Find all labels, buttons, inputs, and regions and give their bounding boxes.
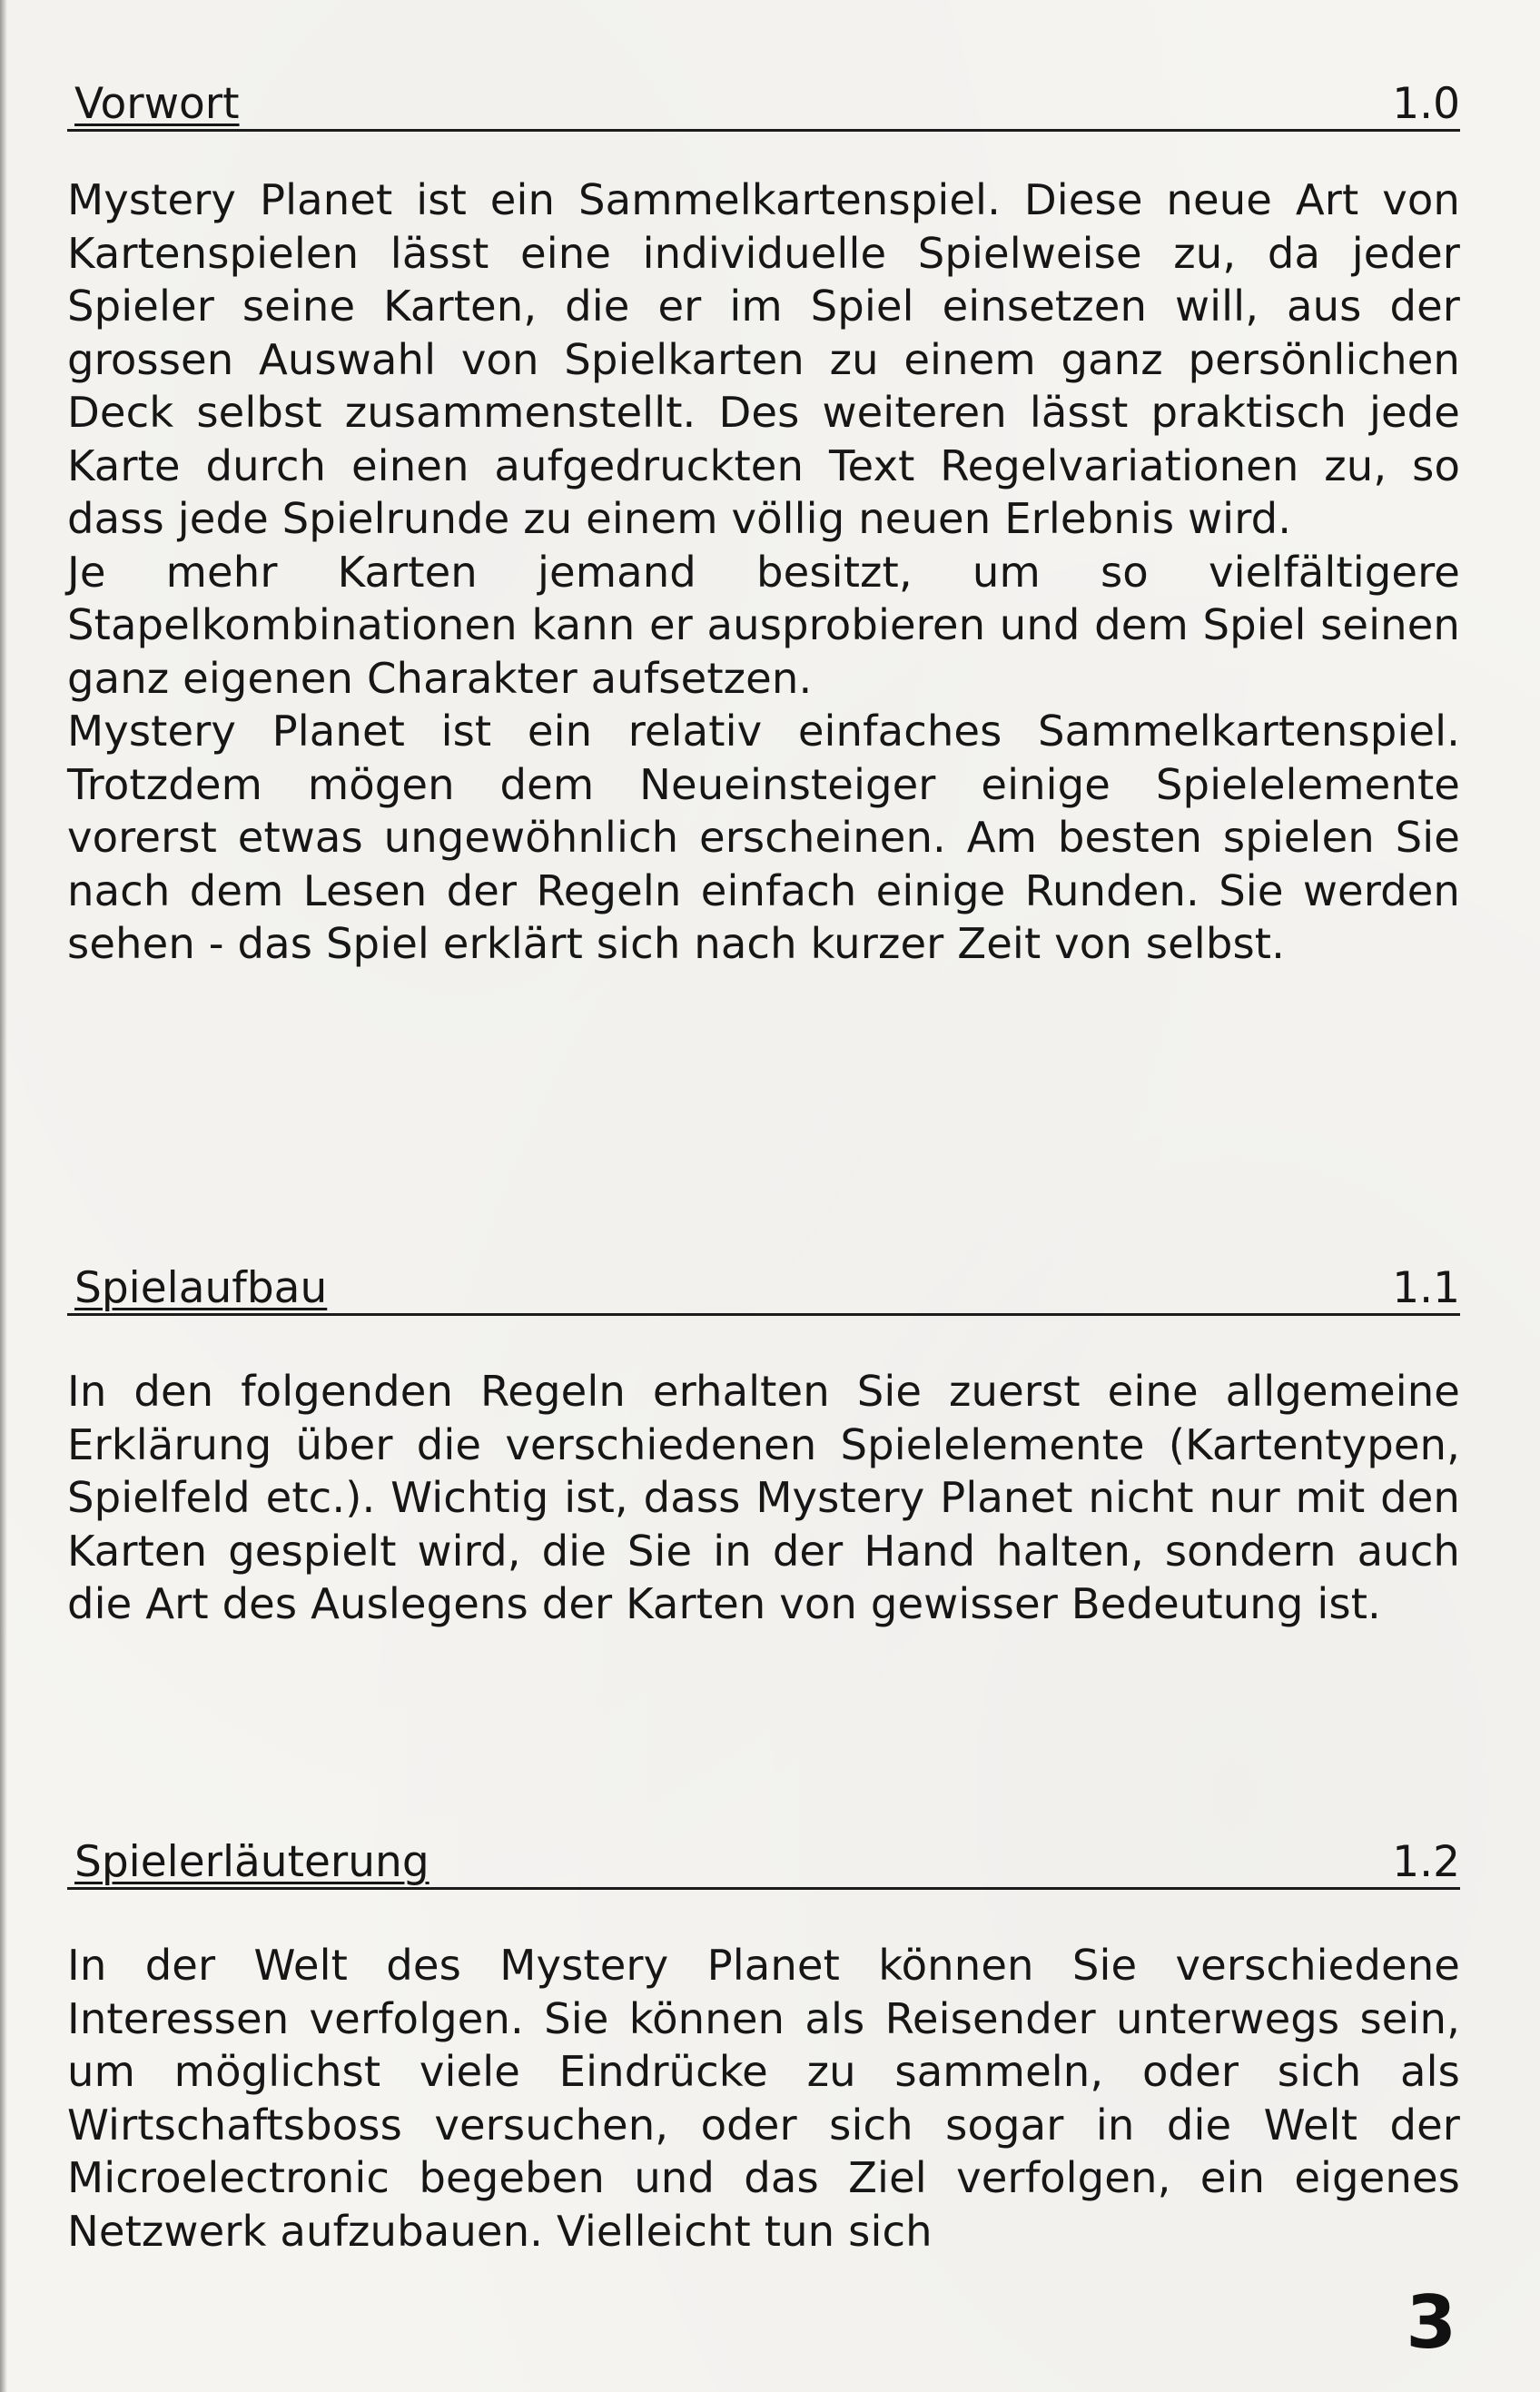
section-heading	[67, 1814, 1460, 1890]
section-number: 1.1	[1392, 1263, 1460, 1313]
paragraph: In der Welt des Mystery Planet können Sie verschiedene Interessen verfolgen. Sie können als Reisender unterwegs sein, um möglichst viele Eindrücke zu sammeln, oder sich als Wirtschaftsboss versuchen, oder sich sogar in die Welt der Microelectronic begeben und das Ziel verfolgen, ein eigenes Netzwerk aufzubauen. Vielleicht tun sich	[67, 1941, 1460, 2256]
section-heading	[67, 56, 1460, 132]
section-vorwort	[67, 56, 1460, 971]
section-number: 1.0	[1392, 79, 1460, 129]
paragraph: Mystery Planet ist ein relativ einfaches Sammelkartenspiel. Trotzdem mögen dem Neueinsteiger einige Spielelemente vorerst etwas ungewöhnlich erscheinen. Am besten spielen Sie nach dem Lesen der Regeln einfach einige Runden. Sie werden sehen - das Spiel erklärt sich nach kurzer Zeit von selbst.	[67, 707, 1460, 968]
section-heading	[67, 1240, 1460, 1316]
paragraph: In den folgenden Regeln erhalten Sie zuerst eine allgemeine Erklärung über die verschiedenen Spielelemente (Kartentypen, Spielfeld etc.). Wichtig ist, dass Mystery Planet nicht nur mit den Karten gespielt wird, die Sie in der Hand halten, sondern auch die Art des Auslegens der Karten von gewisser Bedeutung ist.	[67, 1367, 1460, 1628]
section-title: Vorwort	[74, 79, 240, 129]
section-body	[67, 173, 1460, 971]
paragraph: Je mehr Karten jemand besitzt, um so vielfältigere Stapelkombinationen kann er ausprobieren und dem Spiel seinen ganz eigenen Charakter aufsetzen.	[67, 547, 1460, 703]
section-spielerlaeuterung	[67, 1814, 1460, 2258]
section-title: Spielerläuterung	[74, 1837, 429, 1887]
section-body	[67, 1939, 1460, 2258]
page-edge-shadow	[0, 0, 7, 2392]
section-spielaufbau	[67, 1240, 1460, 1631]
section-body	[67, 1365, 1460, 1631]
page-number: 3	[1406, 2280, 1456, 2365]
paragraph: Mystery Planet ist ein Sammelkartenspiel. Diese neue Art von Kartenspielen lässt eine individuelle Spielweise zu, da jeder Spieler seine Karten, die er im Spiel einsetzen will, aus der grossen Auswahl von Spielkarten zu einem ganz persönlichen Deck selbst zusammenstellt. Des weiteren lässt praktisch jede Karte durch einen aufgedruckten Text Regelvariationen zu, so dass jede Spielrunde zu einem völlig neuen Erlebnis wird.	[67, 175, 1460, 543]
section-title: Spielaufbau	[74, 1263, 328, 1313]
section-number: 1.2	[1392, 1837, 1460, 1887]
